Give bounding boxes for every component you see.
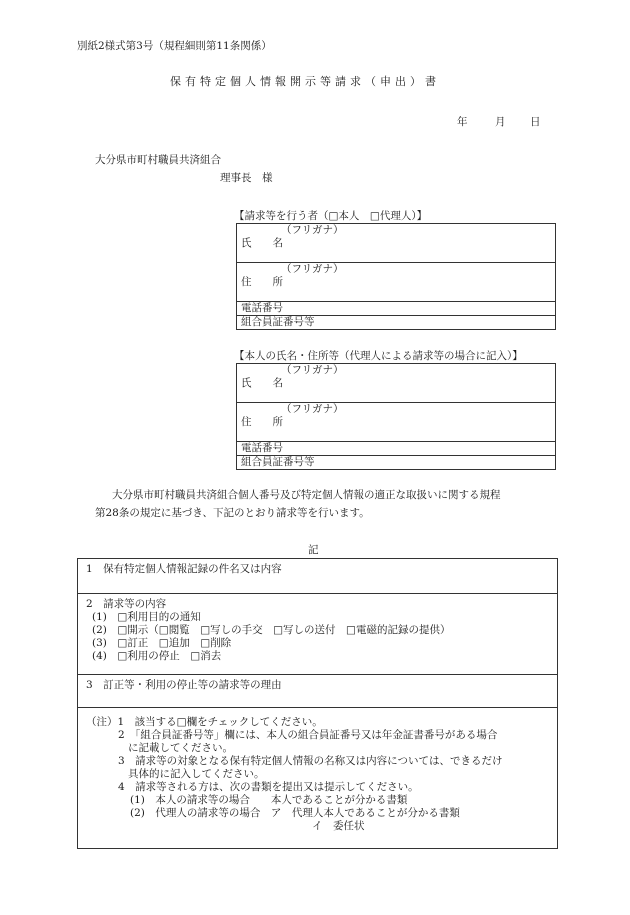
name-label: 氏 名 — [241, 377, 283, 389]
requester-name-field[interactable] — [237, 224, 556, 263]
address-label: 住 所 — [241, 416, 283, 428]
requester-table — [236, 223, 556, 330]
address-label: 住 所 — [241, 276, 283, 288]
note-line: （注）1 該当する□欄をチェックしてください。 — [86, 716, 323, 728]
requester-address-field[interactable] — [237, 263, 556, 302]
note-line: イ 委任状 — [312, 820, 365, 832]
note-line: 具体的に記入してください。 — [128, 768, 265, 780]
name-label: 氏 名 — [241, 237, 283, 249]
principal-address-field[interactable] — [237, 403, 556, 442]
request-option[interactable]: (1) □利用目的の通知 — [92, 611, 201, 623]
section-3-label: 3 訂正等・利用の停止等の請求等の理由 — [86, 679, 282, 691]
date-year: 年 — [457, 116, 468, 128]
notes — [78, 708, 557, 848]
note-line: 3 請求等の対象となる保有特定個人情報の名称又は内容については、できるだけ — [118, 755, 503, 767]
request-option[interactable]: (4) □利用の停止 □消去 — [92, 650, 222, 662]
note-line: 4 請求等される方は、次の書類を提出又は提示してください。 — [118, 781, 419, 793]
date-day: 日 — [530, 116, 541, 128]
section-1[interactable] — [78, 559, 557, 594]
principal-name-field[interactable] — [237, 364, 556, 403]
requester-phone-field[interactable] — [237, 302, 556, 316]
member-no-label: 組合員証番号等 — [241, 316, 315, 328]
requester-heading: 【請求等を行う者（□本人 □代理人）】 — [234, 210, 428, 222]
date-month: 月 — [495, 116, 506, 128]
body-text-line1: 大分県市町村職員共済組合個人番号及び特定個人情報の適正な取扱いに関する規程 — [112, 489, 501, 501]
page-title: 保有特定個人情報開示等請求（申出）書 — [170, 75, 440, 88]
member-no-label: 組合員証番号等 — [241, 456, 315, 468]
org-name: 大分県市町村職員共済組合 — [95, 154, 221, 166]
section-3[interactable] — [78, 675, 557, 708]
furigana-label: （フリガナ） — [281, 224, 344, 236]
request-sections — [77, 558, 558, 849]
section-2-label: 2 請求等の内容 — [86, 598, 167, 610]
addressee: 理事長 様 — [220, 172, 273, 184]
furigana-label: （フリガナ） — [281, 364, 344, 376]
form-reference: 別紙2様式第3号（規程細則第11条関係） — [77, 40, 272, 52]
section-2 — [78, 594, 557, 675]
body-text-line2: 第28条の規定に基づき、下記のとおり請求等を行います。 — [95, 507, 370, 519]
furigana-label: （フリガナ） — [281, 403, 344, 415]
principal-heading: 【本人の氏名・住所等（代理人による請求等の場合に記入）】 — [234, 350, 523, 362]
principal-member-no-field[interactable] — [237, 456, 556, 470]
request-option[interactable]: (2) □開示（□閲覧 □写しの手交 □写しの送付 □電磁的記録の提供） — [92, 624, 451, 636]
principal-phone-field[interactable] — [237, 442, 556, 456]
phone-label: 電話番号 — [241, 302, 283, 314]
requester-member-no-field[interactable] — [237, 316, 556, 330]
note-line: (2) 代理人の請求等の場合 ア 代理人本人であることが分かる書類 — [130, 807, 460, 819]
note-line: (1) 本人の請求等の場合 本人であることが分かる書類 — [130, 794, 408, 806]
note-line: 2 「組合員証番号等」欄には、本人の組合員証番号又は年金証書番号がある場合 — [118, 729, 498, 741]
request-option[interactable]: (3) □訂正 □追加 □削除 — [92, 637, 232, 649]
note-line: に記載してください。 — [128, 742, 233, 754]
section-1-label: 1 保有特定個人情報記録の件名又は内容 — [86, 563, 282, 575]
principal-table — [236, 363, 556, 470]
furigana-label: （フリガナ） — [281, 263, 344, 275]
phone-label: 電話番号 — [241, 442, 283, 454]
ki-heading: 記 — [308, 544, 319, 556]
